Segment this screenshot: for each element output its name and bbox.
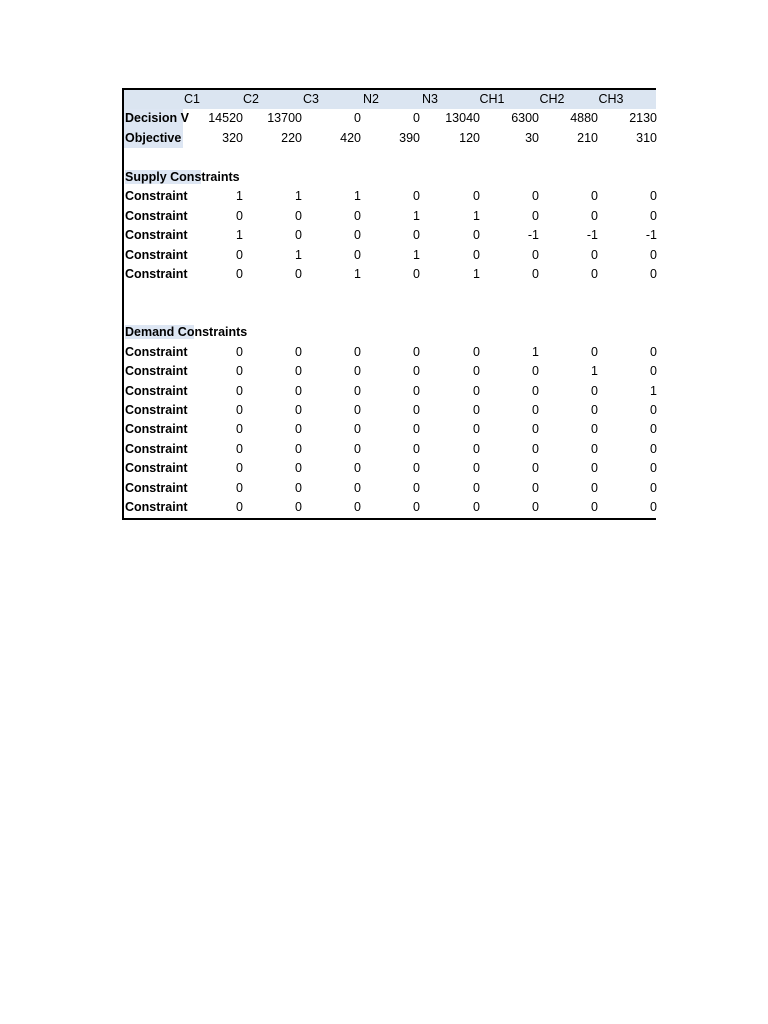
- value-cell[interactable]: 30: [525, 130, 539, 145]
- column-header-n3[interactable]: N3: [422, 92, 438, 106]
- value-cell[interactable]: 0: [532, 208, 539, 223]
- value-cell[interactable]: 0: [591, 189, 598, 204]
- value-cell[interactable]: 0: [473, 500, 480, 515]
- row-label[interactable]: Constraint: [125, 441, 188, 456]
- row-label[interactable]: Objective: [124, 129, 183, 148]
- demand-constraints-title: [124, 323, 656, 342]
- section-title-highlight: Demand Co: [125, 325, 195, 340]
- row-label[interactable]: Constraint: [125, 383, 188, 398]
- value-cell[interactable]: 0: [354, 383, 361, 398]
- value-cell[interactable]: 320: [222, 130, 243, 145]
- value-cell[interactable]: 1: [236, 228, 243, 243]
- value-cell[interactable]: 0: [354, 500, 361, 515]
- value-cell[interactable]: 0: [650, 266, 657, 281]
- demand-constraint-row: [124, 440, 656, 459]
- value-cell[interactable]: 1: [354, 266, 361, 281]
- value-cell[interactable]: 0: [354, 441, 361, 456]
- value-cell[interactable]: 0: [295, 208, 302, 223]
- value-cell[interactable]: 13700: [267, 111, 302, 126]
- supply-constraint-row: [124, 187, 656, 206]
- supply-constraints-title: [124, 168, 656, 187]
- value-cell[interactable]: 0: [650, 461, 657, 476]
- value-cell[interactable]: 0: [532, 383, 539, 398]
- value-cell[interactable]: 0: [413, 344, 420, 359]
- value-cell[interactable]: 0: [295, 344, 302, 359]
- row-label[interactable]: Constraint: [125, 344, 188, 359]
- value-cell[interactable]: 0: [236, 461, 243, 476]
- value-cell[interactable]: 0: [295, 266, 302, 281]
- value-cell[interactable]: 0: [413, 441, 420, 456]
- supply-constraint-row: [124, 207, 656, 226]
- demand-constraint-row: [124, 459, 656, 478]
- value-cell[interactable]: 0: [532, 403, 539, 417]
- demand-constraint-row: [124, 498, 656, 517]
- row-label[interactable]: Constraint: [125, 266, 188, 281]
- blank-row: [124, 304, 656, 323]
- value-cell[interactable]: 1: [473, 266, 480, 281]
- value-cell[interactable]: 0: [236, 480, 243, 495]
- value-cell[interactable]: 0: [532, 480, 539, 495]
- value-cell[interactable]: 0: [650, 500, 657, 515]
- value-cell[interactable]: 220: [281, 130, 302, 145]
- value-cell[interactable]: 0: [650, 480, 657, 495]
- value-cell[interactable]: 0: [413, 189, 420, 204]
- value-cell[interactable]: 0: [236, 208, 243, 223]
- value-cell[interactable]: 0: [354, 480, 361, 495]
- value-cell[interactable]: 0: [236, 383, 243, 398]
- value-cell[interactable]: 0: [473, 480, 480, 495]
- row-label[interactable]: Constraint: [125, 480, 188, 495]
- supply-constraint-row: [124, 246, 656, 265]
- value-cell[interactable]: 0: [591, 383, 598, 398]
- value-cell[interactable]: 0: [413, 500, 420, 515]
- value-cell[interactable]: 0: [591, 461, 598, 476]
- value-cell[interactable]: 0: [591, 422, 598, 437]
- value-cell[interactable]: 0: [295, 500, 302, 515]
- value-cell[interactable]: 0: [473, 383, 480, 398]
- column-header-row: [124, 90, 656, 109]
- value-cell[interactable]: 0: [236, 247, 243, 262]
- value-cell[interactable]: 420: [340, 130, 361, 145]
- value-cell[interactable]: 0: [413, 364, 420, 379]
- row-label[interactable]: Constraint: [125, 364, 188, 379]
- value-cell[interactable]: 0: [413, 461, 420, 476]
- value-cell[interactable]: 1: [473, 208, 480, 223]
- value-cell[interactable]: 0: [236, 422, 243, 437]
- row-label[interactable]: Constraint: [125, 500, 188, 515]
- value-cell[interactable]: 0: [591, 208, 598, 223]
- supply-constraints-title-label[interactable]: [124, 168, 240, 187]
- value-cell[interactable]: 0: [473, 461, 480, 476]
- value-cell[interactable]: 0: [591, 500, 598, 515]
- value-cell[interactable]: 14520: [208, 111, 243, 126]
- value-cell[interactable]: 0: [473, 228, 480, 243]
- value-cell[interactable]: 0: [295, 228, 302, 243]
- value-cell[interactable]: 0: [413, 403, 420, 417]
- blank-row: [124, 148, 656, 167]
- value-cell[interactable]: 0: [236, 500, 243, 515]
- supply-constraint-row: [124, 265, 656, 284]
- column-header-ch1[interactable]: CH1: [479, 92, 505, 106]
- demand-constraint-row: [124, 362, 656, 381]
- value-cell[interactable]: 210: [577, 130, 598, 145]
- value-cell[interactable]: 0: [473, 422, 480, 437]
- column-header-ch3[interactable]: CH3: [598, 92, 624, 106]
- row-label[interactable]: Constraint: [125, 247, 188, 262]
- value-cell[interactable]: 310: [636, 130, 657, 145]
- spreadsheet-table: [122, 88, 656, 520]
- row-label[interactable]: Constraint: [125, 208, 188, 223]
- value-cell[interactable]: 0: [354, 247, 361, 262]
- value-cell[interactable]: 0: [532, 500, 539, 515]
- blank-row: [124, 284, 656, 303]
- row-label[interactable]: Constraint: [125, 228, 188, 243]
- value-cell[interactable]: 0: [295, 383, 302, 398]
- row-label[interactable]: Constraint: [125, 461, 188, 476]
- value-cell[interactable]: 0: [354, 228, 361, 243]
- decision-variables-row: [124, 109, 656, 128]
- value-cell[interactable]: 120: [459, 130, 480, 145]
- value-cell[interactable]: 0: [413, 480, 420, 495]
- value-cell[interactable]: 0: [650, 344, 657, 359]
- column-header-c3[interactable]: C3: [303, 92, 319, 106]
- value-cell[interactable]: 0: [295, 364, 302, 379]
- row-label[interactable]: Constraint: [125, 403, 188, 417]
- value-cell[interactable]: 13040: [445, 111, 480, 126]
- value-cell[interactable]: 0: [532, 422, 539, 437]
- value-cell[interactable]: 0: [413, 111, 420, 126]
- value-cell[interactable]: 0: [354, 344, 361, 359]
- value-cell[interactable]: 0: [354, 111, 361, 126]
- value-cell[interactable]: 1: [591, 364, 598, 379]
- value-cell[interactable]: 0: [473, 344, 480, 359]
- row-label[interactable]: Decision V: [124, 109, 183, 128]
- value-cell[interactable]: 0: [650, 364, 657, 379]
- value-cell[interactable]: 0: [295, 480, 302, 495]
- value-cell[interactable]: 0: [532, 247, 539, 262]
- value-cell[interactable]: 0: [532, 266, 539, 281]
- demand-constraint-row: [124, 382, 656, 401]
- value-cell[interactable]: -1: [645, 228, 657, 243]
- value-cell[interactable]: 0: [532, 189, 539, 204]
- section-title-rest: nstraints: [194, 325, 248, 340]
- row-label[interactable]: Constraint: [125, 189, 188, 204]
- objective-row: [124, 129, 656, 148]
- demand-constraint-row: [124, 479, 656, 498]
- column-header-c1[interactable]: C1: [184, 92, 200, 106]
- value-cell[interactable]: 0: [473, 247, 480, 262]
- column-header-c2[interactable]: C2: [243, 92, 259, 106]
- demand-constraint-row: [124, 420, 656, 439]
- value-cell[interactable]: 4880: [570, 111, 598, 126]
- demand-constraint-row: [124, 401, 656, 420]
- value-cell[interactable]: 0: [354, 422, 361, 437]
- value-cell[interactable]: 0: [236, 266, 243, 281]
- value-cell[interactable]: 1: [295, 189, 302, 204]
- value-cell[interactable]: 1: [354, 189, 361, 204]
- value-cell[interactable]: 0: [354, 403, 361, 417]
- section-title-highlight: Supply Cons: [125, 169, 202, 184]
- value-cell[interactable]: 0: [295, 422, 302, 437]
- value-cell[interactable]: 1: [295, 247, 302, 262]
- demand-constraint-row: [124, 343, 656, 362]
- value-cell[interactable]: 0: [413, 383, 420, 398]
- value-cell[interactable]: 1: [236, 189, 243, 204]
- value-cell[interactable]: 1: [532, 344, 539, 359]
- demand-constraints-title-label[interactable]: [124, 323, 247, 342]
- value-cell[interactable]: 0: [354, 364, 361, 379]
- value-cell[interactable]: 0: [650, 189, 657, 204]
- value-cell[interactable]: 0: [413, 228, 420, 243]
- value-cell[interactable]: -1: [527, 228, 539, 243]
- row-label[interactable]: Constraint: [125, 422, 188, 437]
- value-cell[interactable]: 0: [473, 189, 480, 204]
- value-cell[interactable]: 0: [236, 441, 243, 456]
- value-cell[interactable]: 0: [295, 461, 302, 476]
- value-cell[interactable]: 0: [591, 403, 598, 417]
- value-cell[interactable]: 0: [473, 403, 480, 417]
- value-cell[interactable]: 0: [236, 364, 243, 379]
- value-cell[interactable]: 0: [650, 208, 657, 223]
- value-cell[interactable]: 0: [591, 344, 598, 359]
- value-cell[interactable]: 0: [236, 344, 243, 359]
- value-cell[interactable]: 390: [399, 130, 420, 145]
- value-cell[interactable]: 0: [650, 422, 657, 437]
- value-cell[interactable]: 0: [295, 403, 302, 417]
- value-cell[interactable]: 0: [532, 461, 539, 476]
- value-cell[interactable]: 0: [591, 480, 598, 495]
- value-cell[interactable]: 0: [413, 422, 420, 437]
- value-cell[interactable]: 0: [532, 364, 539, 379]
- value-cell[interactable]: 1: [650, 383, 657, 398]
- supply-constraint-row: [124, 226, 656, 245]
- column-header-ch2[interactable]: CH2: [539, 92, 565, 106]
- value-cell[interactable]: 1: [413, 208, 420, 223]
- value-cell[interactable]: 0: [236, 403, 243, 417]
- value-cell[interactable]: 0: [413, 266, 420, 281]
- value-cell[interactable]: 0: [591, 441, 598, 456]
- value-cell[interactable]: 0: [532, 441, 539, 456]
- value-cell[interactable]: -1: [586, 228, 598, 243]
- value-cell[interactable]: 0: [591, 266, 598, 281]
- value-cell[interactable]: 0: [295, 441, 302, 456]
- value-cell[interactable]: 0: [473, 364, 480, 379]
- column-header-n2[interactable]: N2: [363, 92, 379, 106]
- value-cell[interactable]: 0: [650, 247, 657, 262]
- section-title-rest: traints: [201, 169, 240, 184]
- value-cell[interactable]: 0: [473, 441, 480, 456]
- value-cell[interactable]: 6300: [511, 111, 539, 126]
- value-cell[interactable]: 1: [413, 247, 420, 262]
- value-cell[interactable]: 0: [354, 461, 361, 476]
- value-cell[interactable]: 0: [591, 247, 598, 262]
- value-cell[interactable]: 2130: [629, 111, 657, 126]
- value-cell[interactable]: 0: [650, 403, 657, 417]
- value-cell[interactable]: 0: [354, 208, 361, 223]
- value-cell[interactable]: 0: [650, 441, 657, 456]
